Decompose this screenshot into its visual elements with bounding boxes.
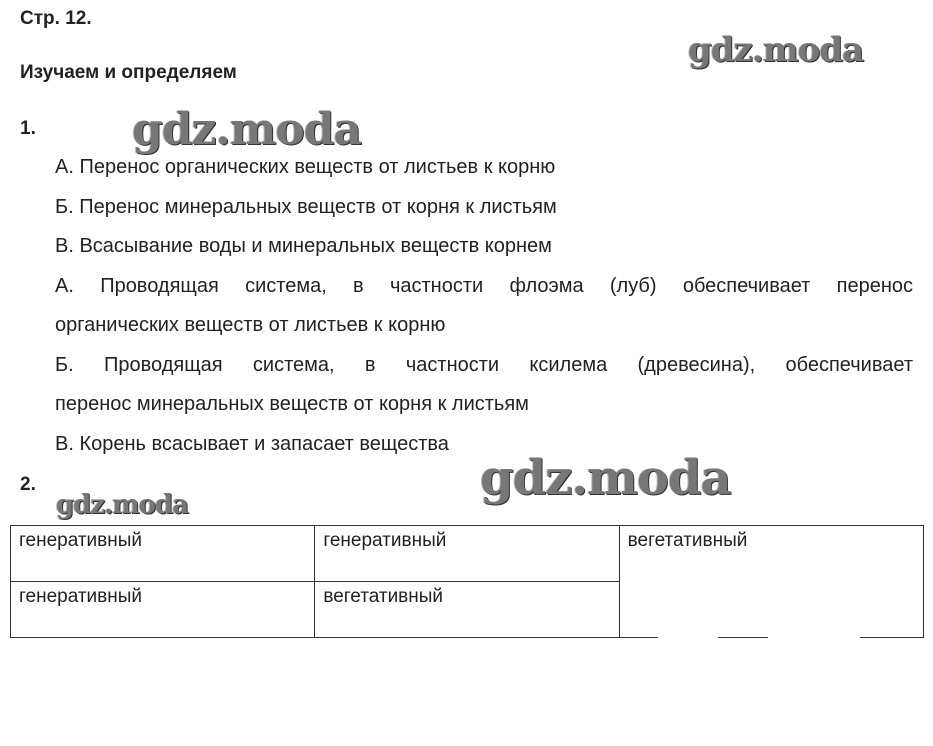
watermark-logo: gdz.moda (56, 490, 189, 520)
table-cell: вегетативный (619, 526, 923, 638)
answer-line: В. Всасывание воды и минеральных веществ корнем (55, 235, 552, 257)
answer-line: А. Перенос органических веществ от листьев к корню (55, 156, 556, 178)
table-cell: вегетативный (315, 582, 619, 638)
table-cell: генеративный (11, 582, 315, 638)
table-cell: генеративный (11, 526, 315, 582)
task-1-answers (55, 148, 913, 464)
answer-line: Б. Проводящая система, в частности ксилема (древесина), обеспечивает (55, 353, 913, 376)
watermark-logo: gdz.moda (132, 104, 362, 155)
border-gap (768, 635, 860, 639)
section-heading: Изучаем и определяем (20, 62, 237, 83)
watermark-logo: gdz.moda (688, 30, 864, 70)
task-1-number: 1. (20, 118, 36, 139)
border-gap (658, 635, 718, 639)
answer-line: В. Корень всасывает и запасает вещества (55, 432, 449, 455)
watermark-logo: gdz.moda (480, 450, 731, 506)
answer-line: органических веществ от листьев к корню (55, 314, 446, 336)
table-cell: генеративный (315, 526, 619, 582)
table-row (11, 526, 924, 582)
page-number: Стр. 12. (20, 8, 92, 29)
answer-line: Б. Перенос минеральных веществ от корня к листьям (55, 195, 557, 218)
task-2-number: 2. (20, 474, 36, 495)
reproduction-table (10, 525, 924, 638)
answer-line: А. Проводящая система, в частности флоэма (луб) обеспечивает перенос (55, 274, 913, 297)
answer-line: перенос минеральных веществ от корня к листьям (55, 393, 529, 415)
